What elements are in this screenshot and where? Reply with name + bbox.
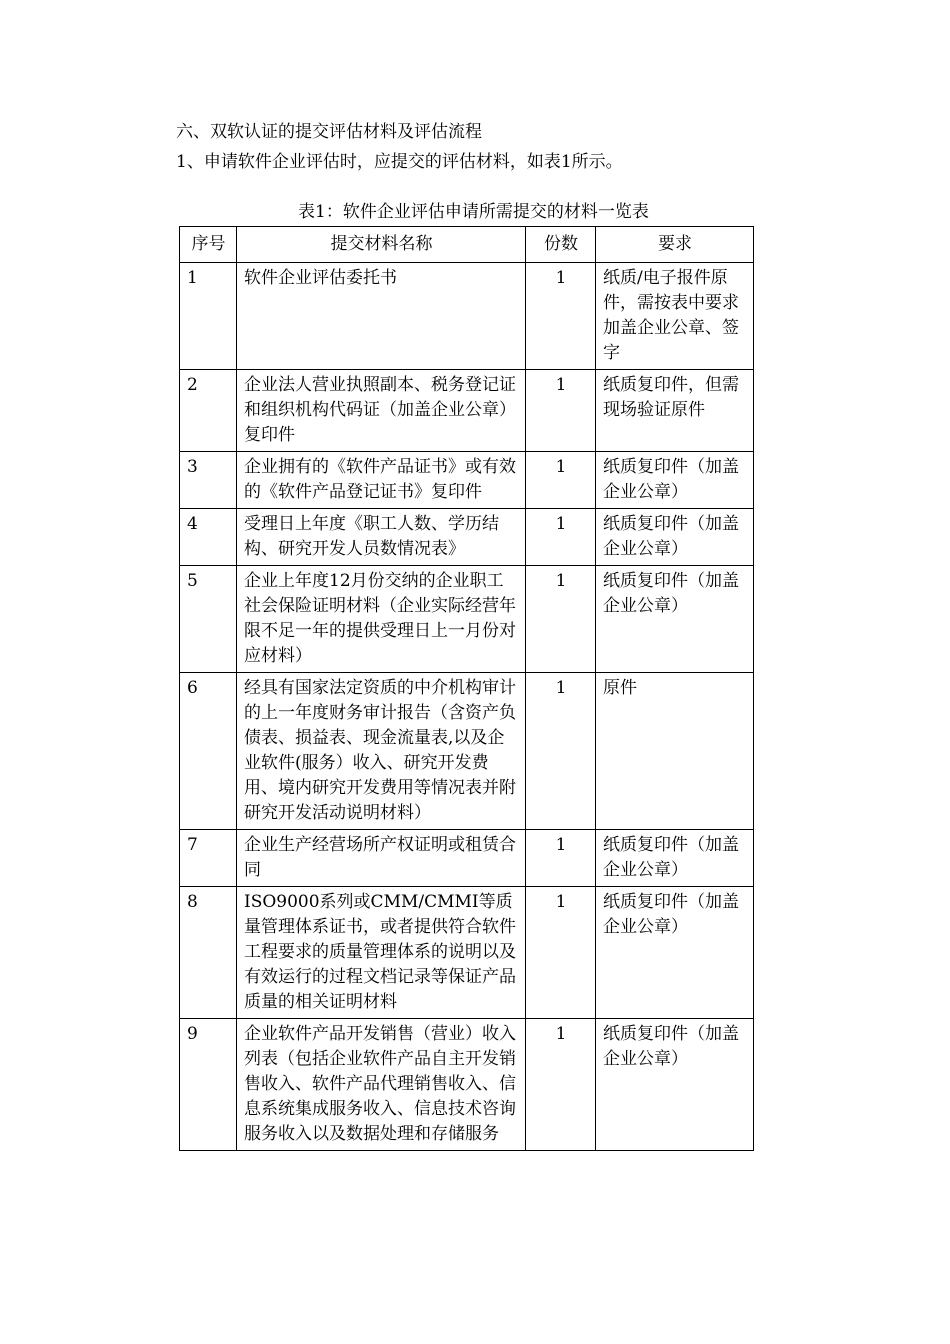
- cell-no: 2: [180, 370, 237, 452]
- cell-name: 受理日上年度《职工人数、学历结构、研究开发人员数情况表》: [237, 509, 526, 566]
- cell-no: 9: [180, 1019, 237, 1151]
- cell-count: 1: [526, 263, 596, 370]
- cell-no: 1: [180, 263, 237, 370]
- cell-requirement: 纸质复印件（加盖企业公章）: [596, 452, 754, 509]
- cell-requirement: 纸质复印件（加盖企业公章）: [596, 1019, 754, 1151]
- cell-no: 4: [180, 509, 237, 566]
- cell-count: 1: [526, 509, 596, 566]
- cell-count: 1: [526, 370, 596, 452]
- intro-paragraph: 1、申请软件企业评估时，应提交的评估材料，如表1所示。: [176, 152, 623, 172]
- cell-no: 5: [180, 566, 237, 673]
- materials-table: [179, 226, 754, 1151]
- header-name: 提交材料名称: [237, 227, 526, 263]
- cell-requirement: 纸质复印件（加盖企业公章）: [596, 509, 754, 566]
- cell-count: 1: [526, 566, 596, 673]
- cell-count: 1: [526, 673, 596, 830]
- table-row: [180, 509, 754, 566]
- cell-no: 3: [180, 452, 237, 509]
- cell-count: 1: [526, 887, 596, 1019]
- cell-name: 企业上年度12月份交纳的企业职工社会保险证明材料（企业实际经营年限不足一年的提供受理日上一月份对应材料）: [237, 566, 526, 673]
- cell-name: ISO9000系列或CMM/CMMI等质量管理体系证书，或者提供符合软件工程要求的质量管理体系的说明以及有效运行的过程文档记录等保证产品质量的相关证明材料: [237, 887, 526, 1019]
- cell-count: 1: [526, 1019, 596, 1151]
- table-row: [180, 263, 754, 370]
- table-row: [180, 452, 754, 509]
- table-row: [180, 673, 754, 830]
- cell-name: 经具有国家法定资质的中介机构审计的上一年度财务审计报告（含资产负债表、损益表、现金流量表,以及企业软件(服务）收入、研究开发费用、境内研究开发费用等情况表并附研究开发活动说明材料）: [237, 673, 526, 830]
- cell-name: 企业法人营业执照副本、税务登记证和组织机构代码证（加盖企业公章）复印件: [237, 370, 526, 452]
- section-heading: 六、双软认证的提交评估材料及评估流程: [176, 122, 482, 142]
- cell-name: 企业拥有的《软件产品证书》或有效的《软件产品登记证书》复印件: [237, 452, 526, 509]
- table-row: [180, 887, 754, 1019]
- cell-requirement: 纸质复印件（加盖企业公章）: [596, 566, 754, 673]
- header-requirement: 要求: [596, 227, 754, 263]
- table-row: [180, 830, 754, 887]
- cell-requirement: 纸质复印件（加盖企业公章）: [596, 830, 754, 887]
- cell-no: 7: [180, 830, 237, 887]
- cell-requirement: 纸质复印件（加盖企业公章）: [596, 887, 754, 1019]
- cell-no: 8: [180, 887, 237, 1019]
- cell-requirement: 原件: [596, 673, 754, 830]
- cell-name: 软件企业评估委托书: [237, 263, 526, 370]
- table-row: [180, 1019, 754, 1151]
- cell-name: 企业生产经营场所产权证明或租赁合同: [237, 830, 526, 887]
- cell-requirement: 纸质复印件，但需现场验证原件: [596, 370, 754, 452]
- table-caption: 表1：软件企业评估申请所需提交的材料一览表: [298, 202, 649, 222]
- cell-requirement: 纸质/电子报件原件，需按表中要求加盖企业公章、签字: [596, 263, 754, 370]
- cell-no: 6: [180, 673, 237, 830]
- header-count: 份数: [526, 227, 596, 263]
- cell-count: 1: [526, 452, 596, 509]
- table-row: [180, 566, 754, 673]
- table-row: [180, 370, 754, 452]
- table-header-row: [180, 227, 754, 263]
- cell-count: 1: [526, 830, 596, 887]
- header-no: 序号: [180, 227, 237, 263]
- cell-name: 企业软件产品开发销售（营业）收入列表（包括企业软件产品自主开发销售收入、软件产品代理销售收入、信息系统集成服务收入、信息技术咨询服务收入以及数据处理和存储服务: [237, 1019, 526, 1151]
